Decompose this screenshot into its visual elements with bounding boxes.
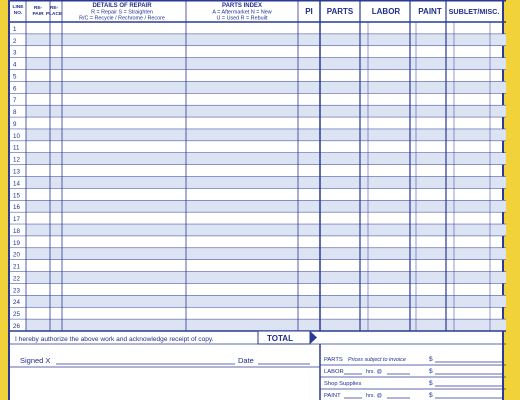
replace-header-2: PLACE (45, 12, 63, 17)
line-number: 17 (13, 216, 20, 224)
parts-index-line1: A = Aftermarket N = New (212, 9, 272, 16)
pi-header: PI (305, 7, 313, 16)
line-number: 24 (13, 299, 20, 307)
line-number: 10 (13, 132, 20, 140)
line-number: 18 (13, 227, 20, 235)
line-number: 22 (13, 275, 20, 283)
parts-header: PARTS (326, 7, 354, 16)
paint-header: PAINT (418, 7, 442, 16)
line-number: 20 (13, 251, 20, 259)
row-stripe (26, 177, 506, 189)
line-number: 7 (13, 97, 17, 105)
line-number: 26 (13, 323, 20, 330)
parts-index-line2: U = Used R = Rebuilt (216, 15, 268, 22)
line-number: 1 (13, 25, 17, 33)
summary-parts-dollar: $ (429, 356, 433, 363)
line-number: 23 (13, 287, 20, 295)
line-number: 8 (13, 109, 17, 117)
line-number: 3 (13, 49, 17, 57)
repair-header-1: RE- (33, 6, 43, 11)
signed-label: Signed X (20, 356, 51, 365)
row-stripe (26, 129, 506, 141)
row-stripe (26, 200, 506, 212)
total-arrow (310, 331, 317, 344)
row-stripe (26, 58, 506, 70)
line-number: 13 (13, 168, 20, 176)
summary-labor-dollar: $ (429, 368, 433, 375)
summary-shop-dollar: $ (429, 380, 433, 387)
line-number: 6 (13, 85, 17, 93)
line-number: 19 (13, 239, 20, 247)
row-stripe (26, 272, 506, 284)
summary-labor-hrs-label: hrs. @ (366, 369, 382, 375)
line-number: 21 (13, 263, 20, 271)
line-number: 16 (13, 204, 20, 212)
summary-shop-supplies-label: Shop Supplies (324, 381, 362, 387)
line-number: 2 (13, 37, 17, 45)
details-of-repair-line2: R/C = Recycle / Rechrome / Recore (79, 15, 165, 22)
line-number: 11 (13, 144, 20, 152)
details-of-repair-line1: R = Repair S = Straighten (91, 9, 153, 16)
line-no-header-1: LINE (12, 5, 24, 10)
total-label: TOTAL (267, 334, 293, 343)
parts-index-title: PARTS INDEX (222, 3, 262, 9)
row-stripes (26, 34, 506, 331)
line-number: 12 (13, 156, 20, 164)
row-stripe (26, 248, 506, 260)
row-stripe (26, 319, 506, 331)
line-number: 4 (13, 61, 17, 69)
sublet-misc-header: SUBLET/MISC. (448, 7, 500, 16)
row-stripe (26, 105, 506, 117)
repair-order-form (8, 0, 504, 400)
labor-header: LABOR (371, 7, 401, 16)
replace-header-1: RE- (49, 6, 59, 11)
line-number: 25 (13, 311, 20, 319)
row-stripe (26, 224, 506, 236)
summary-labor-label: LABOR (324, 369, 344, 375)
line-number: 14 (13, 180, 20, 188)
summary-paint-dollar: $ (429, 392, 433, 399)
row-stripe (26, 81, 506, 93)
summary-paint-hrs-label: hrs. @ (366, 393, 382, 399)
line-no-header-2: NO. (13, 11, 23, 16)
line-number: 15 (13, 192, 20, 200)
form-grid (10, 0, 506, 400)
summary-paint-label: PAINT (324, 393, 341, 399)
repair-header-2: PAIR (32, 12, 44, 17)
line-number: 5 (13, 73, 17, 81)
row-stripe (26, 295, 506, 307)
row-stripe (26, 34, 506, 46)
summary-parts-note: Prices subject to invoice (348, 357, 406, 363)
date-label: Date (238, 356, 254, 365)
line-number: 9 (13, 120, 17, 128)
row-stripe (26, 153, 506, 165)
authorization-text: I hereby authorize the above work and acknowledge receipt of copy. (15, 336, 214, 343)
summary-parts-label: PARTS (324, 357, 343, 363)
details-of-repair-title: DETAILS OF REPAIR (92, 3, 152, 9)
